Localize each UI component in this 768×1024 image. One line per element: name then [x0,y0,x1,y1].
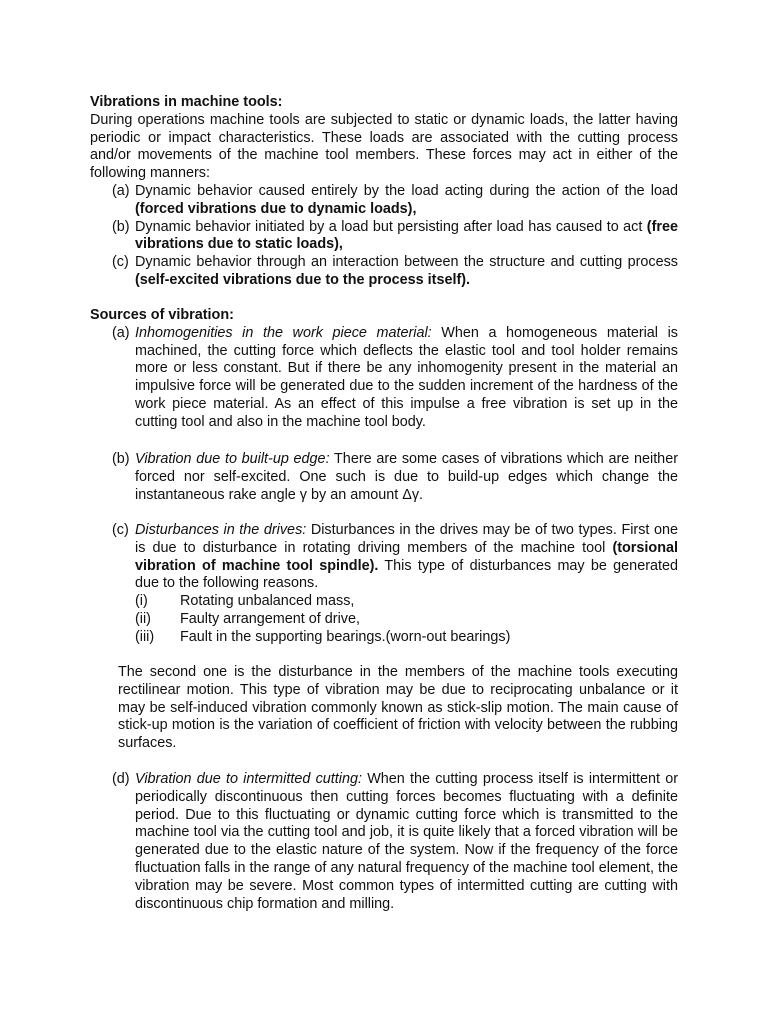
list-marker: (a) [112,324,130,341]
section-sources-b [90,451,678,504]
item-italic-lead: Disturbances in the drives: [135,522,307,538]
section-sources-d [90,771,678,913]
reason-text: Faulty arrangement of drive, [180,610,360,627]
reason-marker: (ii) [135,610,151,627]
section-sources-c-second [90,664,678,753]
list-marker: (a) [112,182,130,199]
item-text: When a homogeneous material is machined, the cutting force which deflects the elastic tool and tool holder remains more or less constant. But if there be any inhomogenity present in the material an impulsive force will be generated due to the sudden increment of the hardness of the work piece material. As an effect of this impulse a free vibration is set up in the cutting tool and also in the machine tool body. [135,324,678,430]
list-marker: (b) [112,451,130,467]
list-item [90,254,678,290]
reason-marker: (i) [135,593,148,610]
list-item-d [90,771,678,913]
item-bold-text: (forced vibrations due to dynamic loads), [135,200,417,217]
item-text: Disturbances in the drives may be of two types. First one is due to disturbance in rotating driving members of the machine tool [135,522,678,556]
list-item-a [90,325,678,432]
item-italic-lead: Inhomogenities in the work piece material: [135,324,432,341]
list-item [90,183,678,219]
item-italic-lead: Vibration due to built-up edge: [135,451,330,467]
item-italic-lead: Vibration due to intermitted cutting: [135,771,362,787]
item-bold-text: (self-excited vibrations due to the process itself). [135,271,471,288]
list-item-b [90,451,678,504]
item-text: When the cutting process itself is intermittent or periodically discontinuous then cutting forces becomes fluctuating with a definite period. Due to this fluctuating or dynamic cutting force which is transmitted to the machine tool via the cutting tool and job, it is quite likely that a forced vibration will be generated due to the elastic nature of the system. Now if the frequency of the force fluctuation falls in the range of any natural frequency of the machine tool element, the vibration may be severe. Most common types of intermitted cutting are cutting with discontinuous chip formation and milling. [135,771,679,912]
reason-text: Rotating unbalanced mass, [180,593,355,610]
list-marker: (c) [112,522,129,538]
list-marker: (d) [112,771,130,787]
intro-paragraph: During operations machine tools are subjected to static or dynamic loads, the latter having periodic or impact characteristics. These loads are associated with the cutting process and/or movements of the machine tool members. These forces may act in either of the following manners: [90,111,678,182]
reason-text: Fault in the supporting bearings.(worn-out bearings) [180,628,511,645]
item-bold-text: (free vibrations due to static loads), [135,218,678,253]
reason-item [90,611,678,629]
list-marker: (b) [112,218,130,235]
list-item [90,219,678,255]
reason-marker: (iii) [135,628,155,645]
list-item-c [90,522,678,593]
item-bold-text: (torsional vibration of machine tool spindle). [135,539,678,574]
section-vibrations [90,94,678,290]
item-text: This type of disturbances may be generated due to the following reasons. [135,557,678,592]
list-marker: (c) [112,254,129,271]
section-heading: Vibrations in machine tools: [90,94,283,110]
second-disturbance-paragraph: The second one is the disturbance in the members of the machine tools executing rectilinear motion. This type of vibration may be due to reciprocating unbalance or it may be self-induced vibration commonly known as stick-slip motion. The main cause of stick-up motion is the variation of coefficient of friction with velocity between the rubbing surfaces. [118,664,678,752]
item-text: There are some cases of vibrations which are neither forced nor self-excited. One such is due to build-up edges which change the instantaneous rake angle γ by an amount Δγ. [135,451,678,503]
reason-item [90,629,678,647]
section-sources-c [90,522,678,647]
section-heading: Sources of vibration: [90,307,234,323]
item-text: Dynamic behavior through an interaction between the structure and cutting process [135,254,678,271]
reason-item [90,593,678,611]
item-text: Dynamic behavior caused entirely by the load acting during the action of the load [135,182,678,199]
section-sources [90,307,678,432]
item-text: Dynamic behavior initiated by a load but persisting after load has caused to act [135,218,647,235]
